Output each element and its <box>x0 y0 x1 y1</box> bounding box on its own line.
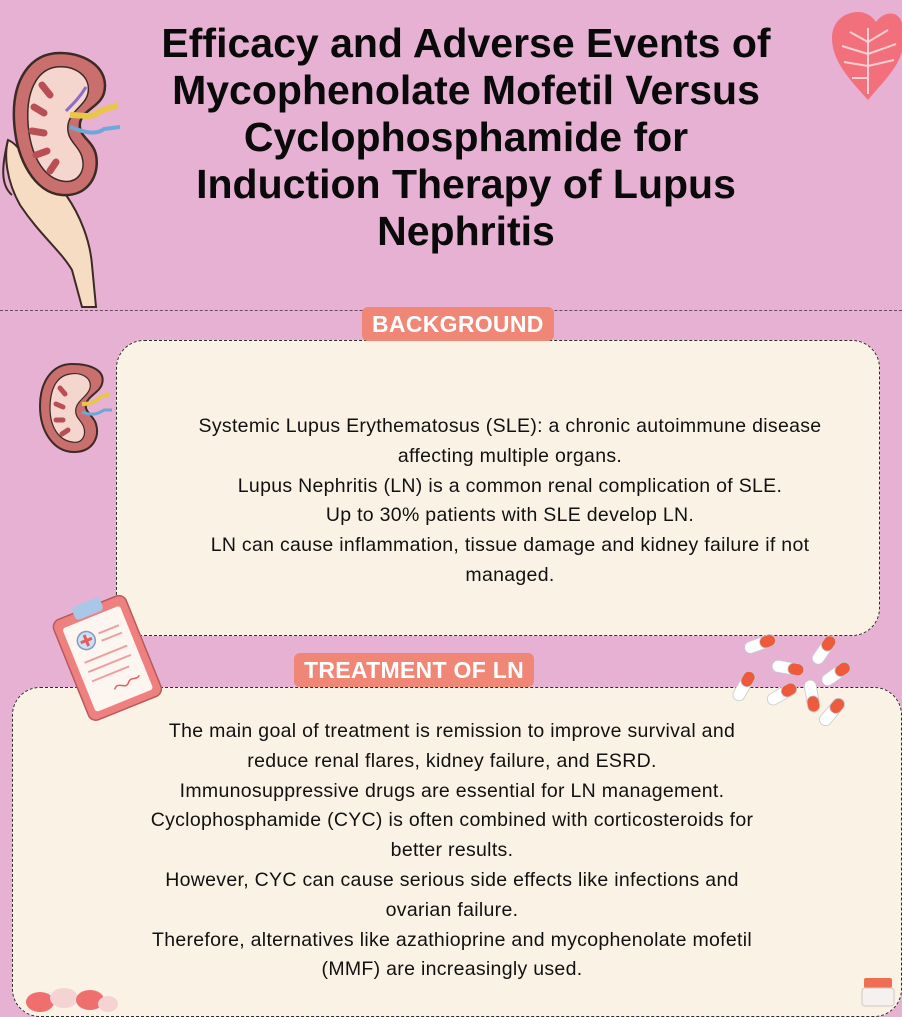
text-line: Immunosuppressive drugs are essential for LN management. <box>179 779 725 802</box>
text-line: Cyclophosphamide (CYC) is often combined with corticosteroids for <box>150 809 754 832</box>
treatment-text <box>60 717 844 985</box>
pill-bottle-icon <box>858 974 898 1006</box>
background-text <box>138 412 882 591</box>
text-line: Systemic Lupus Erythematosus (SLE): a chronic autoimmune disease <box>198 415 822 437</box>
pill-pile-icon <box>20 984 120 1006</box>
text-line: Lupus Nephritis (LN) is a common renal complication of SLE. <box>237 474 783 497</box>
title-line: Induction Therapy of Lupus <box>196 161 736 207</box>
text-line: (MMF) are increasingly used. <box>321 958 583 981</box>
clipboard-icon <box>50 590 165 725</box>
kidney-icon <box>36 360 116 456</box>
text-line: LN can cause inflammation, tissue damage and kidney failure if not <box>210 534 810 557</box>
text-line: managed. <box>465 563 555 586</box>
text-line: Therefore, alternatives like azathioprine and mycophenolate mofetil <box>151 928 752 951</box>
text-line: However, CYC can cause serious side effects like infections and <box>165 868 739 891</box>
text-line: ovarian failure. <box>385 898 519 921</box>
title-line: Nephritis <box>377 208 555 254</box>
text-line: better results. <box>390 839 514 862</box>
text-line: affecting multiple organs. <box>397 444 623 467</box>
text-line: Up to 30% patients with SLE develop LN. <box>325 504 695 527</box>
kidney-hand-icon <box>0 45 140 310</box>
text-line: The main goal of treatment is remission to improve survival and <box>168 720 736 742</box>
background-heading: BACKGROUND <box>362 307 554 341</box>
title-line: Cyclophosphamide for <box>243 114 689 160</box>
page-title <box>110 20 822 255</box>
text-line: reduce renal flares, kidney failure, and ESRD. <box>247 749 657 772</box>
heart-icon <box>828 8 902 104</box>
treatment-heading: TREATMENT OF LN <box>294 653 534 687</box>
title-line: Efficacy and Adverse Events of <box>161 20 771 66</box>
title-line: Mycophenolate Mofetil Versus <box>172 67 760 113</box>
